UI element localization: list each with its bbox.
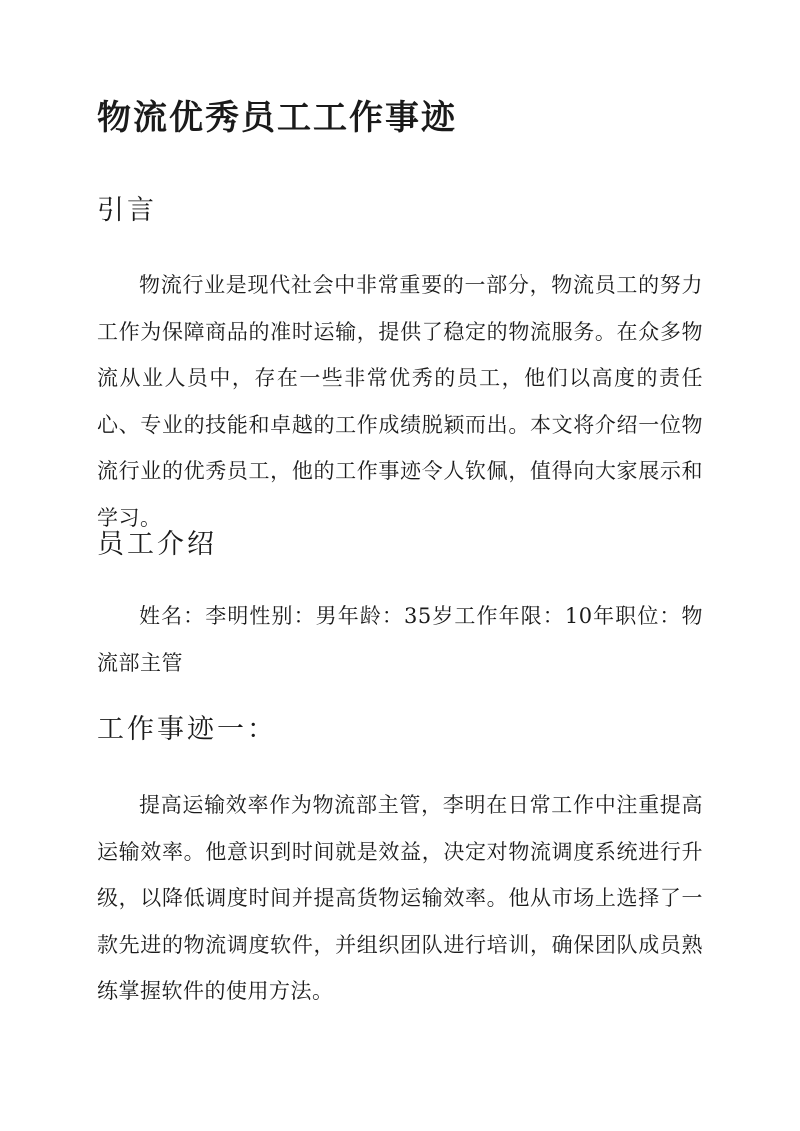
section-heading-work-deed-one: 工作事迹一： [97, 714, 277, 745]
introduction-paragraph: 物流行业是现代社会中非常重要的一部分，物流员工的努力工作为保障商品的准时运输，提供了稳定的物流服务。在众多物流从业人员中，存在一些非常优秀的员工，他们以高度的责任心、专业的技能和卓越的工作成绩脱颖而出。本文将介绍一位物流行业的优秀员工，他的工作事迹令人钦佩，值得向大家展示和学习。 [97, 273, 703, 530]
employee-info-paragraph: 姓名：李明性别：男年龄：35岁工作年限：10年职位：物流部主管 [97, 604, 703, 675]
section-heading-employee-intro: 员工介绍 [97, 529, 217, 560]
work-deed-one-paragraph: 提高运输效率作为物流部主管，李明在日常工作中注重提高运输效率。他意识到时间就是效益，决定对物流调度系统进行升级，以降低调度时间并提高货物运输效率。他从市场上选择了一款先进的物流调度软件，并组织团队进行培训，确保团队成员熟练掌握软件的使用方法。 [97, 793, 703, 1003]
section-heading-introduction: 引言 [97, 195, 157, 226]
document-title: 物流优秀员工工作事迹 [97, 98, 457, 138]
